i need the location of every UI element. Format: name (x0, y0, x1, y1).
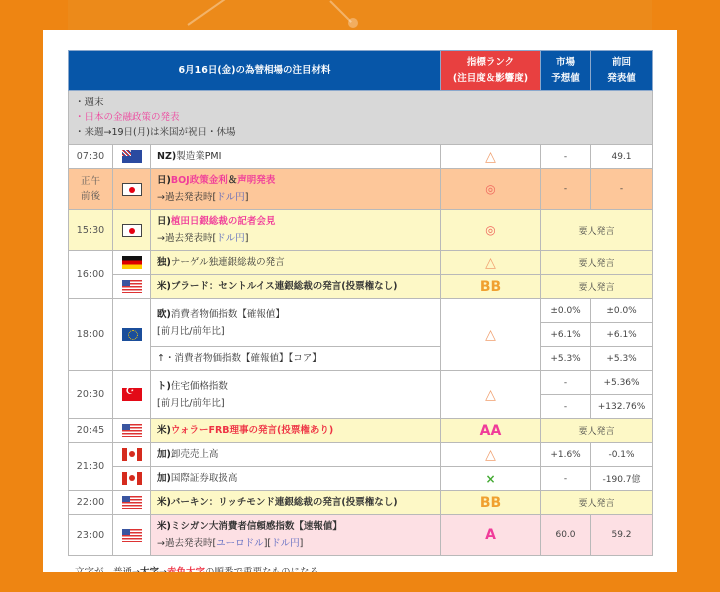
table-row (69, 347, 653, 371)
previous-value: +6.1% (591, 323, 653, 347)
rank-badge: BB (479, 494, 502, 511)
eurusd-link[interactable]: ユーロドル (216, 538, 264, 549)
rank-badge: AA (479, 422, 502, 439)
table-row (69, 443, 653, 467)
speech-label: 要人発言 (541, 210, 653, 251)
rank-double-circle-icon: ◎ (485, 182, 496, 196)
speech-label: 要人発言 (541, 419, 653, 443)
forecast-value: ±0.0% (541, 299, 591, 323)
bracket: ][ (263, 538, 272, 549)
note-weekend: ・週末 (75, 97, 104, 108)
event-time: 正午 前後 (69, 169, 113, 210)
previous-value: ±0.0% (591, 299, 653, 323)
event-name: ナーゲル独連銀総裁の発言 (170, 257, 285, 268)
rank-header: 指標ランク (注目度＆影響度) (441, 51, 541, 91)
table-row (69, 467, 653, 491)
forecast-value: +5.3% (541, 347, 591, 371)
table-row (69, 210, 653, 251)
usdjpy-link[interactable]: ドル円 (216, 192, 245, 203)
event-name: 製造業PMI (176, 151, 222, 162)
table-header-row (69, 51, 653, 91)
us-flag-icon (122, 424, 142, 437)
previous-header: 前回 発表値 (591, 51, 653, 91)
past-release-label: →過去発表時[ (157, 538, 217, 549)
turkey-flag-icon (122, 388, 142, 401)
forecast-value: - (541, 467, 591, 491)
table-row (69, 419, 653, 443)
rank-cross-icon: × (485, 471, 496, 486)
ampersand: ＆ (227, 175, 238, 186)
usdjpy-link[interactable]: ドル円 (271, 538, 300, 549)
country-code: 米) (157, 425, 171, 436)
event-time: 18:00 (69, 299, 113, 371)
event-name: ミシガン大消費者信頼感指数【速報値】 (170, 521, 342, 532)
forecast-value: - (541, 395, 591, 419)
previous-value: -0.1% (591, 443, 653, 467)
forecast-value: - (541, 145, 591, 169)
previous-value: +5.36% (591, 371, 653, 395)
event-name: ブラード：セントルイス連銀総裁の発言(投票権なし) (170, 281, 398, 292)
country-code: 米) (157, 497, 171, 508)
bracket: ] (244, 192, 249, 203)
country-code: 欧) (157, 308, 171, 320)
us-flag-icon (122, 280, 142, 293)
notes-row (69, 91, 653, 145)
japan-flag-icon (122, 183, 142, 196)
table-row (69, 299, 653, 323)
previous-value: -190.7億 (591, 467, 653, 491)
bracket: ] (244, 233, 249, 244)
rank-triangle-icon: △ (485, 326, 496, 343)
event-time: 23:00 (69, 515, 113, 556)
country-code: 日) (157, 175, 171, 186)
event-time: 16:00 (69, 251, 113, 299)
speech-label: 要人発言 (541, 275, 653, 299)
table-row (69, 275, 653, 299)
forecast-value: +1.6% (541, 443, 591, 467)
rank-badge: BB (479, 278, 502, 295)
event-time: 20:30 (69, 371, 113, 419)
forecast-value: +6.1% (541, 323, 591, 347)
us-flag-icon (122, 496, 142, 509)
speech-label: 要人発言 (541, 251, 653, 275)
note-boj-policy: ・日本の金融政策の発表 (75, 112, 180, 123)
event-name: バーキン：リッチモンド連銀総裁の発言(投票権なし) (170, 497, 398, 508)
rank-triangle-icon: △ (485, 446, 496, 463)
country-code: 独) (157, 257, 171, 268)
previous-value: +132.76% (591, 395, 653, 419)
rank-triangle-icon: △ (485, 386, 496, 403)
table-row (69, 145, 653, 169)
previous-value: 49.1 (591, 145, 653, 169)
event-name: ウォラーFRB理事の発言(投票権あり) (170, 425, 334, 436)
economic-calendar-table (68, 50, 653, 556)
forecast-value: 60.0 (541, 515, 591, 556)
table-row (69, 515, 653, 556)
table-row (69, 371, 653, 395)
table-row (69, 251, 653, 275)
event-time: 20:45 (69, 419, 113, 443)
canada-flag-icon (122, 448, 142, 461)
previous-value: 59.2 (591, 515, 653, 556)
event-name: 卸売売上高 (170, 449, 219, 460)
bracket: ] (299, 538, 304, 549)
japan-flag-icon (122, 224, 142, 237)
event-name-core: ↑・消費者物価指数【確報値】【コア】 (151, 347, 441, 371)
forecast-header: 市場 予想値 (541, 51, 591, 91)
forecast-value: - (541, 169, 591, 210)
event-time: 07:30 (69, 145, 113, 169)
event-subtitle: [前月比/前年比] (157, 325, 225, 337)
country-code: ト) (157, 380, 171, 392)
chart-decoration-dot (348, 18, 358, 28)
table-row (69, 491, 653, 515)
event-name: 住宅価格指数 (170, 380, 228, 392)
rank-triangle-icon: △ (485, 148, 496, 165)
event-time: 15:30 (69, 210, 113, 251)
country-code: 米) (157, 281, 171, 292)
forecast-value: - (541, 371, 591, 395)
country-code: 米) (157, 521, 171, 532)
event-name-2: 声明発表 (237, 175, 276, 186)
rank-badge: A (485, 527, 496, 543)
past-release-label: →過去発表時[ (157, 192, 217, 203)
nz-flag-icon (122, 150, 142, 163)
previous-value: - (591, 169, 653, 210)
canada-flag-icon (122, 472, 142, 485)
note-us-holiday: ・来週→19日(月)は米国が祝日・休場 (75, 127, 236, 138)
us-flag-icon (122, 529, 142, 542)
event-name: 消費者物価指数【確報値】 (170, 308, 285, 320)
speech-label: 要人発言 (541, 491, 653, 515)
chart-decoration (187, 0, 262, 26)
table-title: 6月16日(金)の為替相場の注目材料 (69, 51, 441, 91)
event-name: BOJ政策金利 (170, 175, 228, 186)
country-code: 加) (157, 449, 171, 460)
event-name: 国際証券取扱高 (170, 473, 238, 484)
country-code: NZ) (157, 151, 177, 162)
bottom-band (0, 572, 720, 592)
table-row (69, 169, 653, 210)
country-code: 加) (157, 473, 171, 484)
eu-flag-icon (122, 328, 142, 341)
past-release-label: →過去発表時[ (157, 233, 217, 244)
germany-flag-icon (122, 256, 142, 269)
event-time: 21:30 (69, 443, 113, 491)
country-code: 日) (157, 216, 171, 227)
rank-triangle-icon: △ (485, 254, 496, 271)
event-subtitle: [前月比/前年比] (157, 397, 225, 409)
top-banner (68, 0, 652, 34)
event-time: 22:00 (69, 491, 113, 515)
event-name: 植田日銀総裁の記者会見 (170, 216, 276, 227)
previous-value: +5.3% (591, 347, 653, 371)
usdjpy-link[interactable]: ドル円 (216, 233, 245, 244)
rank-double-circle-icon: ◎ (485, 223, 496, 237)
